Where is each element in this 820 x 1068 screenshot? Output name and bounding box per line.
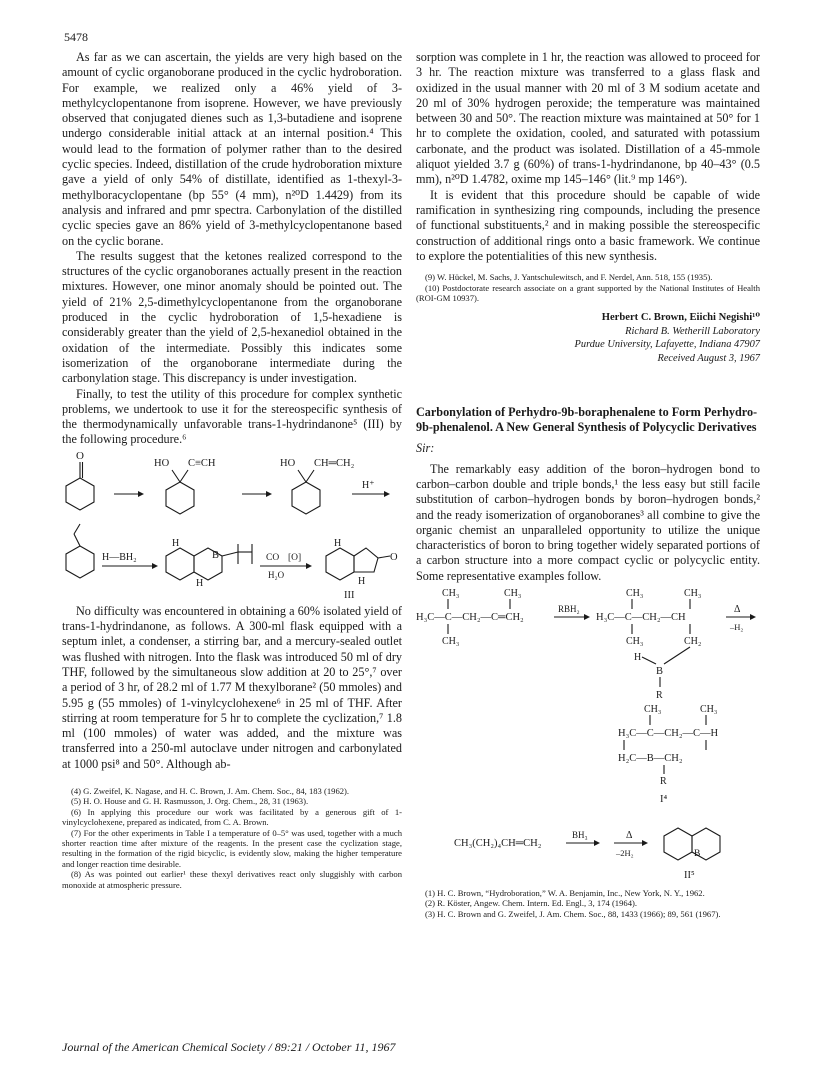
s2-ch3-a: CH₃ — [442, 588, 460, 600]
s2-ch3-d: CH₃ — [626, 588, 644, 600]
s2-left-chain-1: H₃C—C—CH₂—C═CH₂ — [416, 612, 524, 624]
scheme-h-b: H — [196, 577, 204, 589]
scheme-ox: [O] — [288, 552, 302, 563]
salutation: Sir: — [416, 441, 435, 456]
signature-block — [416, 311, 760, 365]
footnotes-right-bottom — [416, 888, 760, 919]
scheme-co: CO — [266, 552, 280, 563]
s2-b-g: B — [694, 849, 701, 860]
s2-ch3-f: CH₃ — [626, 636, 644, 648]
footnote: (6) In applying this procedure our work was facilitated by a generous gift of 1-vinylcyclohexene, prepared as indicated, from C. A. Brown. — [62, 806, 402, 828]
scheme-h-d: H — [358, 575, 366, 587]
footnote: (10) Postdoctorate research associate on a grant supported by the National Institutes of Health (ROI-GM 10937). — [416, 282, 760, 303]
scheme-o-c: O — [390, 551, 398, 563]
footnote: (8) As was pointed out earlier¹ these thexyl derivatives react only sluggishly with carbon monoxide at atmospheric pressure. — [62, 869, 402, 890]
received-date: Received August 3, 1967 — [657, 352, 760, 364]
s2-minus-2h2: –2H₂ — [616, 848, 634, 859]
scheme-ho-2: HO — [280, 457, 296, 469]
scheme-ho-1: HO — [154, 457, 170, 469]
scheme-alkyne: C≡CH — [188, 457, 216, 469]
paragraph: As far as we can ascertain, the yields are very high based on the amount of cyclic organoborane produced in the cyclic hydroboration. For example, we realized only a 46% yield of 3-methylcyclopentanone from isoprene. However, we have previously observed that conjugated dienes such as 1,3-butadiene and isoprene undergo considerable initial attack at an internal position.⁴ This would lead to the formation of polymer rather than to the desired cyclic species. Indeed, distillation of the crude hydroboration mixture gave a yield of only 54% of distillate, identified as 1-thexyl-3-methylboracyclopentane (bp 55° (4 mm), n²⁰D 1.4429) from its analysis and infrared and pmr spectra. Carbonylation of the distilled cyclic species gave an 86% yield of 3-methylcyclopentanone based on the cyclic borane. — [62, 50, 402, 248]
footnote: (3) H. C. Brown and G. Zweifel, J. Am. Chem. Soc., 88, 1433 (1966); 89, 561 (1967). — [425, 908, 721, 919]
s2-hexene: CH₃(CH₂)₄CH═CH₂ — [454, 838, 542, 850]
s2-delta: Δ — [734, 604, 741, 616]
scheme-label-iii: III — [344, 589, 355, 598]
footnote: (7) For the other experiments in Table I a temperature of 0–5° was used, together with a much shorter reaction time after mixture of the reagents. In the present case the cyclization stage, resulting in the formation of the rigid bicyclic, is evidently slow, making the higher temperature and longer reaction time desirable. — [62, 827, 402, 869]
scheme-b-a: B — [212, 549, 220, 561]
scheme-thexylborane: H—BH₂ — [102, 551, 137, 563]
paragraph: Finally, to test the utility of this procedure for complex synthetic problems, we undertook to use it for the stereospecific synthesis of the thermodynamically unfavorable trans-1-hydrindanone⁵ (III) by the following procedure.⁶ — [62, 386, 402, 447]
footnote: (1) H. C. Brown, “Hydroboration,” W. A. Benjamin, Inc., New York, N. Y., 1962. — [425, 888, 705, 899]
page-number: 5478 — [64, 30, 88, 44]
footnotes-right-top — [416, 272, 760, 303]
s2-bh3: BH₃ — [572, 830, 588, 841]
paragraph: The results suggest that the ketones realized correspond to the structures of the cyclic organoboranes actually present in the reaction mixtures. However, one minor anomaly should be pointed out. The yield of 21% 2,5-dimethylcyclopentanone from the organoborane produced in the cyclic hydroboration of 1,5-hexadiene is considerably greater than the yield of 2,5-hexanediol obtained in the oxidation of the intermediate. Possibly this indicates some isomerization of the organoborane intermediate during the carbonylation stage. This discrepancy is under investigation. — [62, 248, 402, 386]
scheme-h-a: H — [172, 537, 180, 549]
s2-label-i: I⁴ — [660, 794, 668, 806]
s2-right-chain-1: H₃C—C—CH₂—CH — [596, 612, 686, 624]
journal-footer: Journal of the American Chemical Society / 89:21 / October 11, 1967 — [62, 1040, 396, 1054]
paragraph: sorption was complete in 1 hr, the reaction was allowed to proceed for 3 hr. The reaction mixture was transferred to a glass flask and oxidized in the usual manner with 20 ml of 3 M sodium acetate and 20 ml of 30% hydrogen peroxide; the temperature was maintained between 30 and 50°. The reaction mixture was maintained at 50° for 1 hr to complete the oxidation, cooled, and saturated with potassium carbonate, and the product was isolated. Distillation of a 45-mmole aliquot yielded 3.7 g (60%) of trans-1-hydrindanone, bp 40–43° (0.5 mm), n²⁰D 1.4782, oxime mp 145–146° (lit.⁹ mp 146°). — [416, 50, 760, 187]
scheme-alkene: CH═CH₂ — [314, 457, 355, 469]
s2-r-e: R — [656, 690, 663, 702]
s2-chain-2: H₃C—C—CH₂—C—H — [618, 728, 719, 740]
s2-ch3-e: CH₃ — [684, 588, 702, 600]
s2-ch2-a: CH₂ — [684, 636, 702, 648]
s2-h-e: H — [634, 652, 642, 664]
footnote: (5) H. O. House and G. H. Rasmusson, J. Org. Chem., 28, 31 (1963). — [71, 796, 309, 807]
footnote: (4) G. Zweifel, K. Nagase, and H. C. Brown, J. Am. Chem. Soc., 84, 183 (1962). — [71, 785, 350, 796]
left-column — [62, 50, 402, 890]
s2-ch3-g: CH₃ — [644, 704, 662, 716]
university: Purdue University, Lafayette, Indiana 47907 — [574, 339, 760, 351]
paragraph: It is evident that this procedure should be capable of wide ramification in synthesizing ring compounds, including the presence of functional substituents,² and in making possible the stereospecific construction of additional rings onto a basic framework. We continue to explore the potentialities of this new synthesis. — [416, 187, 760, 263]
scheme-hydrindanone-synthesis — [62, 448, 402, 598]
s2-ch3-h: CH₃ — [700, 704, 718, 716]
s2-label-ii: II⁵ — [684, 870, 695, 882]
laboratory: Richard B. Wetherill Laboratory — [625, 325, 760, 337]
scheme-hplus: H⁺ — [362, 479, 375, 491]
s2-delta-2: Δ — [626, 830, 633, 842]
s2-ch3-c: CH₃ — [442, 636, 460, 648]
s2-b-e: B — [656, 666, 664, 678]
right-column — [416, 50, 760, 919]
s2-r-f: R — [660, 776, 667, 788]
scheme-ketone-o: O — [76, 449, 84, 462]
s2-minus-h2: –H₂ — [730, 622, 744, 633]
article-title: Carbonylation of Perhydro-9b-boraphenalene to Form Perhydro-9b-phenalenol. A New General Synthesis of Polycyclic Derivatives — [416, 405, 758, 435]
scheme-h2o: H₂O — [268, 569, 285, 580]
s2-rbh2: RBH₂ — [558, 604, 580, 615]
s2-ch3-b: CH₃ — [504, 588, 522, 600]
s2-chain-3: H₂C—B—CH₂ — [618, 753, 683, 765]
scheme-hexene-hydroboration — [416, 816, 760, 882]
scheme-cyclic-hydroboration — [416, 584, 760, 816]
footnote: (2) R. Köster, Angew. Chem. Intern. Ed. Engl., 3, 174 (1964). — [425, 898, 637, 909]
footnote: (9) W. Hückel, M. Sachs, J. Yantschulewitsch, and F. Nerdel, Ann. 518, 155 (1935). — [425, 272, 713, 283]
scheme-h-c: H — [334, 537, 342, 549]
authors: Herbert C. Brown, Eiichi Negishi¹⁰ — [601, 312, 760, 324]
paragraph: No difficulty was encountered in obtaining a 60% isolated yield of trans-1-hydrindanone, as follows. A 300-ml flask equipped with a septum inlet, a condenser, a stirring bar, and a mercury-sealed outlet was flushed with nitrogen. Into the flask was introduced 50 ml of dry THF, followed by the simultaneous slow addition at 20 to 25°,⁷ over a period of 3 hr, of 28.2 ml of 1.77 M thexylborane² (50 mmoles) and 5.95 g (55 mmoles) of 1-vinylcyclohexene⁶ in 25 ml of THF. After stirring at room temperature for 5 hr to complete the cyclization,⁷ 1.8 ml (100 mmoles) of water was added, and the mixture was transferred into a 250-ml autoclave under nitrogen and carbonylated at 1000 psi⁸ and 50°. Although ab- — [62, 603, 402, 771]
paragraph: The remarkably easy addition of the boron–hydrogen bond to carbon–carbon double and triple bonds,¹ the less easy but still facile substitution of carbon–hydrogen bonds by boron–hydrogen bonds,² and the ready isomerization of organoboranes³ all combine to give the organic chemist an unparalleled opportunity to utilize the unique characteristics of boron to bring together widely separated portions of a carbon structure into a more compact cyclic or polycyclic entity. Some representative examples follow. — [416, 461, 760, 583]
footnotes-left — [62, 786, 402, 890]
